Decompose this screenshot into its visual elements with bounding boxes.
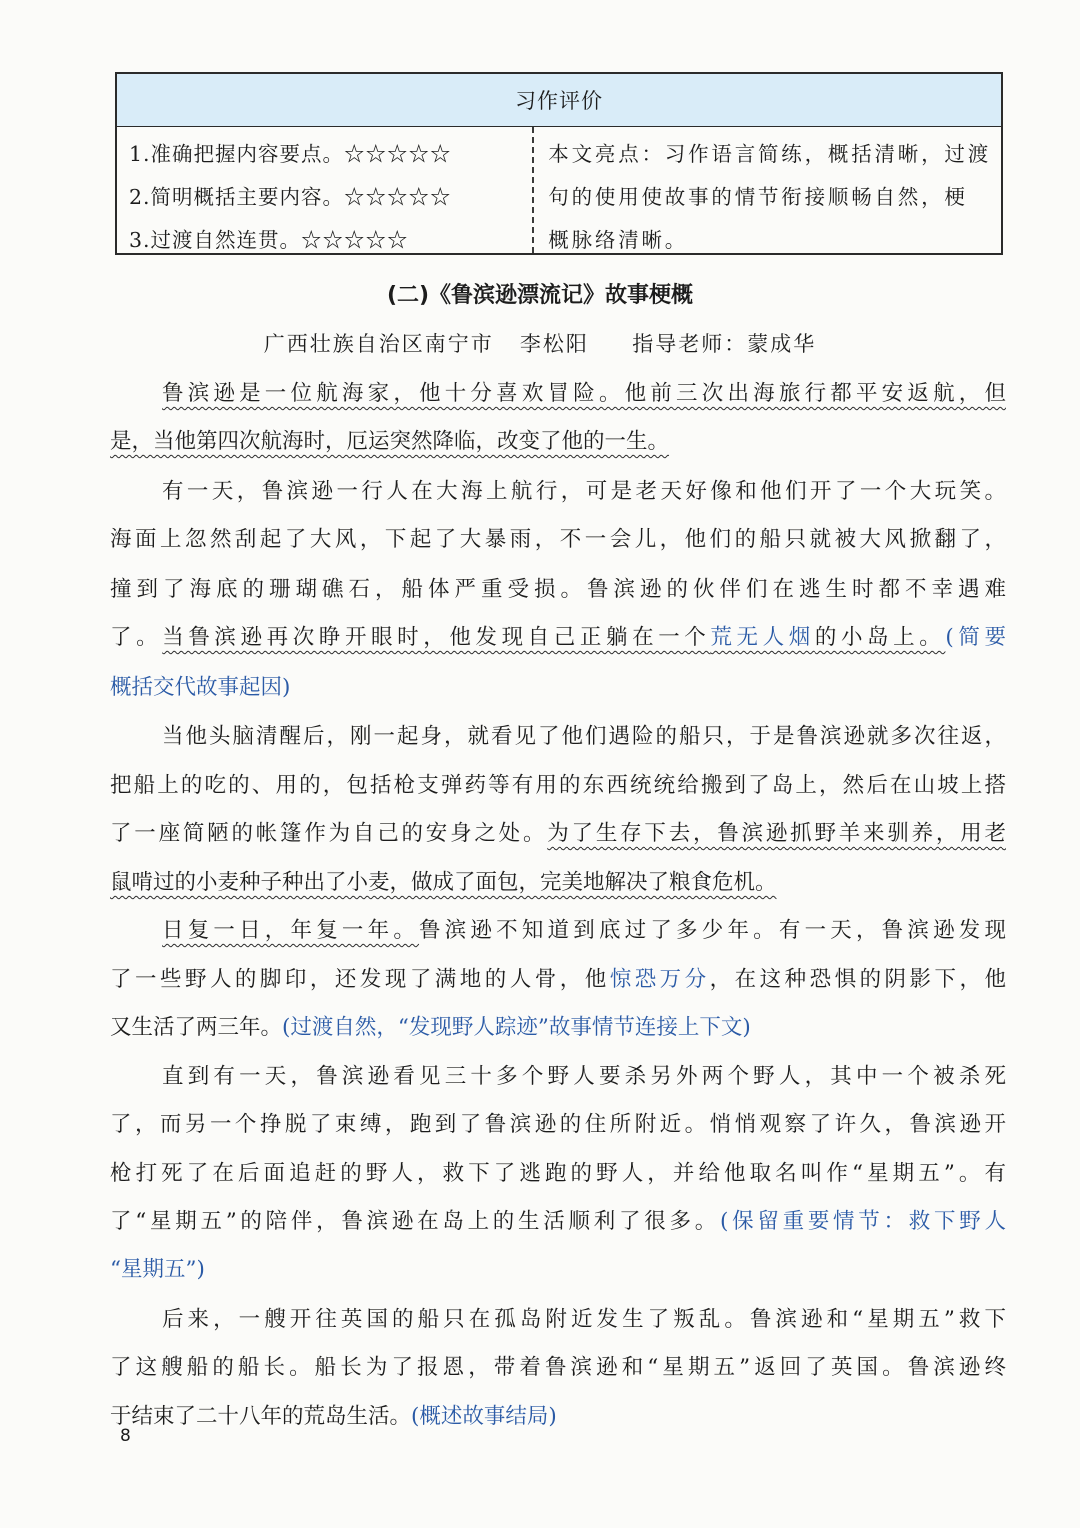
evaluation-title: 习作评价 xyxy=(117,74,1001,127)
essay-line: 了，而另一个挣脱了束缚，跑到了鲁滨逊的住所附近。悄悄观察了许久，鲁滨逊开 xyxy=(110,1112,1006,1137)
essay-line: 把船上的吃的、用的，包括枪支弹药等有用的东西统统给搬到了岛上，然后在山坡上搭 xyxy=(110,773,1006,798)
essay-line: 是，当他第四次航海时，厄运突然降临，改变了他的一生。 xyxy=(110,429,670,454)
essay-line: 了“星期五”的陪伴，鲁滨逊在岛上的生活顺利了很多。(保留重要情节：救下野人 xyxy=(110,1209,1006,1234)
page-number: 8 xyxy=(120,1426,131,1446)
essay-line: 后来，一艘开往英国的船只在孤岛附近发生了叛乱。鲁滨逊和“星期五”救下 xyxy=(162,1307,1006,1332)
highlight-line: 句的使用使故事的情节衔接顺畅自然，梗 xyxy=(548,185,968,209)
essay-byline: 广西壮族自治区南宁市 李松阳 指导老师：蒙成华 xyxy=(263,332,817,356)
essay-line: 撞到了海底的珊瑚礁石，船体严重受损。鲁滨逊的伙伴们在逃生时都不幸遇难 xyxy=(110,577,1006,602)
essay-line: 日复一日，年复一年。鲁滨逊不知道到底过了多少年。有一天，鲁滨逊发现 xyxy=(162,918,1006,943)
essay-line: 直到有一天，鲁滨逊看见三十多个野人要杀另外两个野人，其中一个被杀死 xyxy=(162,1064,1006,1089)
evaluation-highlights xyxy=(534,127,1001,253)
essay-line: 枪打死了在后面追赶的野人，救下了逃跑的野人，并给他取名叫作“星期五”。有 xyxy=(110,1161,1006,1186)
essay-title: (二)《鲁滨逊漂流记》故事梗概 xyxy=(386,283,694,308)
essay-line: 当他头脑清醒后，刚一起身，就看见了他们遇险的船只，于是鲁滨逊就多次往返， xyxy=(162,724,1006,749)
highlight-line: 概脉络清晰。 xyxy=(548,228,689,252)
essay-line: 了一些野人的脚印，还发现了满地的人骨，他惊恐万分，在这种恐惧的阴影下，他 xyxy=(110,967,1006,992)
essay-line: 有一天，鲁滨逊一行人在大海上航行，可是老天好像和他们开了一个大玩笑。 xyxy=(162,479,1006,504)
essay-line: 海面上忽然刮起了大风，下起了大暴雨，不一会儿，他们的船只就被大风掀翻了， xyxy=(110,527,1006,552)
criterion-item: 1.准确把握内容要点。☆☆☆☆☆ xyxy=(129,142,452,166)
criterion-item: 2.简明概括主要内容。☆☆☆☆☆ xyxy=(129,185,452,209)
annotation-line: “星期五”) xyxy=(110,1257,205,1282)
essay-line: 鲁滨逊是一位航海家，他十分喜欢冒险。他前三次出海旅行都平安返航，但 xyxy=(162,381,1006,406)
evaluation-criteria xyxy=(117,127,534,253)
evaluation-table xyxy=(115,72,1003,255)
criterion-item: 3.过渡自然连贯。☆☆☆☆☆ xyxy=(129,228,409,252)
essay-line: 了一座简陋的帐篷作为自己的安身之处。为了生存下去，鲁滨逊抓野羊来驯养，用老 xyxy=(110,821,1006,846)
essay-line: 于结束了二十八年的荒岛生活。(概述故事结局) xyxy=(110,1404,557,1429)
essay-line: 了。当鲁滨逊再次睁开眼时，他发现自己正躺在一个荒无人烟的小岛上。(简要 xyxy=(110,625,1006,650)
essay-line: 鼠啃过的小麦种子种出了小麦，做成了面包，完美地解决了粮食危机。 xyxy=(110,870,777,895)
essay-line: 又生活了两三年。(过渡自然，“发现野人踪迹”故事情节连接上下文) xyxy=(110,1015,751,1040)
annotation-line: 概括交代故事起因) xyxy=(110,675,291,700)
highlight-line: 本文亮点：习作语言简练，概括清晰，过渡 xyxy=(548,142,991,166)
essay-line: 了这艘船的船长。船长为了报恩，带着鲁滨逊和“星期五”返回了英国。鲁滨逊终 xyxy=(110,1355,1006,1380)
